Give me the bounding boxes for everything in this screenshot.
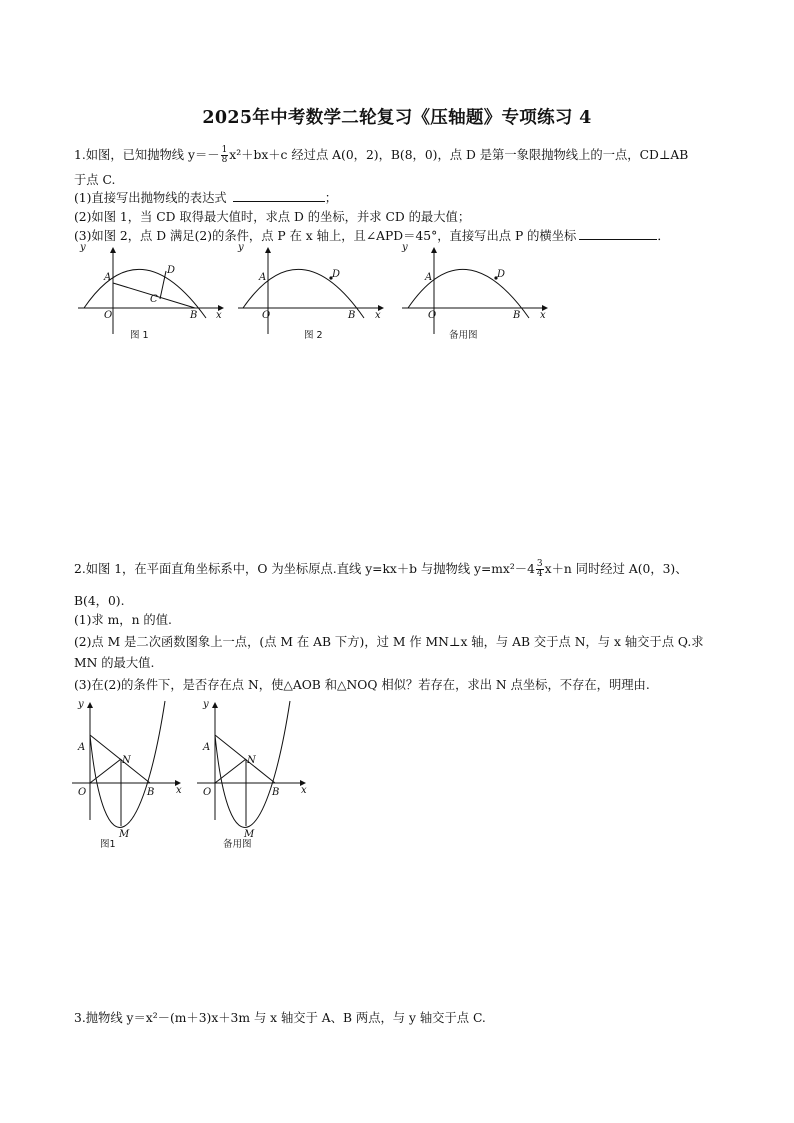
label-a: A — [259, 272, 267, 283]
label-b: B — [272, 787, 280, 798]
q2-stem-b: x＋n 同时经过 A(0，3)、 — [544, 562, 688, 576]
q1-frac-den: 8 — [221, 155, 228, 165]
label-x: x — [216, 310, 222, 321]
label-y: y — [80, 242, 86, 253]
label-b: B — [513, 310, 521, 321]
q1-stem-a: 1.如图，已知抛物线 y＝－ — [74, 148, 220, 162]
q2-part2b: MN 的最大值. — [74, 656, 155, 670]
label-d: D — [332, 269, 341, 280]
q2-frac-num: 3 — [536, 559, 543, 569]
q1-figure-2 — [238, 242, 388, 341]
q1-figure-1 — [78, 242, 228, 341]
page-title: 2025年中考数学二轮复习《压轴题》专项练习 4 — [202, 108, 592, 128]
label-a: A — [425, 272, 433, 283]
label-x: x — [375, 310, 381, 321]
q2-stem-c: B(4，0). — [74, 594, 125, 608]
label-y: y — [238, 242, 244, 253]
q1-stem-c: 于点 C. — [74, 173, 116, 187]
q1-part1-end: ； — [324, 191, 337, 205]
label-n: N — [247, 755, 256, 766]
q2-part1: (1)求 m，n 的值. — [74, 613, 172, 627]
label-a: A — [203, 742, 211, 753]
q1-part2: (2)如图 1，当 CD 取得最大值时，求点 D 的坐标，并求 CD 的最大值； — [74, 210, 471, 224]
label-d: D — [497, 269, 506, 280]
label-d: D — [167, 265, 176, 276]
label-n: N — [122, 755, 131, 766]
q1-answer-blank-2[interactable] — [579, 228, 657, 240]
figure-caption: 图 1 — [130, 330, 149, 341]
label-m: M — [119, 829, 130, 840]
label-a: A — [104, 272, 112, 283]
label-o: O — [203, 787, 212, 798]
q2-figure-1 — [70, 700, 190, 850]
q2-part3: (3)在(2)的条件下，是否存在点 N，使△AOB 和△NOQ 相似？若存在，求出 N 点坐标，不存在，明理由. — [74, 678, 650, 692]
label-b: B — [190, 310, 198, 321]
label-b: B — [348, 310, 356, 321]
label-a: A — [78, 742, 86, 753]
q1-figure-spare — [402, 242, 552, 341]
q1-part1-line — [74, 190, 337, 206]
q1-part3: (3)如图 2，点 D 满足(2)的条件，点 P 在 x 轴上，且∠APD＝45°，直接写出点 P 的横坐标 — [74, 229, 577, 243]
label-o: O — [428, 310, 437, 321]
q1-part1: (1)直接写出抛物线的表达式 — [74, 191, 227, 205]
label-x: x — [301, 785, 307, 796]
q2-part2a: (2)点 M 是二次函数图象上一点，(点 M 在 AB 下方)，过 M 作 MN⊥x 轴，与 AB 交于点 N，与 x 轴交于点 Q.求 — [74, 635, 704, 649]
label-y: y — [78, 699, 84, 710]
label-c: C — [150, 294, 158, 305]
label-y: y — [203, 699, 209, 710]
q2-figure-spare — [195, 700, 315, 850]
label-o: O — [262, 310, 271, 321]
q3-stem: 3.抛物线 y＝x²－(m＋3)x＋3m 与 x 轴交于 A、B 两点，与 y 轴交于点 C. — [74, 1011, 486, 1025]
figure-caption: 备用图 — [449, 330, 478, 341]
q1-answer-blank-1[interactable] — [233, 190, 325, 202]
figure-caption: 图1 — [100, 839, 116, 850]
label-x: x — [540, 310, 546, 321]
q1-part3-line — [74, 228, 670, 244]
q2-frac-den: 4 — [536, 569, 543, 579]
figure-caption: 备用图 — [223, 839, 252, 850]
label-o: O — [104, 310, 113, 321]
q1-frac-num: 1 — [221, 145, 228, 155]
q2-stem-line1 — [74, 560, 688, 579]
label-b: B — [147, 787, 155, 798]
label-x: x — [176, 785, 182, 796]
q1-stem-line1 — [74, 146, 688, 165]
q1-part3-end: ． — [657, 229, 670, 243]
q1-fraction — [221, 146, 229, 165]
q1-stem-b: x²＋bx＋c 经过点 A(0，2)，B(8，0)，点 D 是第一象限抛物线上的一点，CD⊥AB — [229, 148, 689, 162]
label-m: M — [244, 829, 255, 840]
figure-caption: 图 2 — [304, 330, 323, 341]
label-o: O — [78, 787, 87, 798]
q2-fraction — [536, 560, 544, 579]
q2-stem-a: 2.如图 1，在平面直角坐标系中，O 为坐标原点.直线 y=kx＋b 与抛物线 y=mx²－4 — [74, 562, 535, 576]
label-y: y — [402, 242, 408, 253]
parabola — [84, 269, 206, 318]
